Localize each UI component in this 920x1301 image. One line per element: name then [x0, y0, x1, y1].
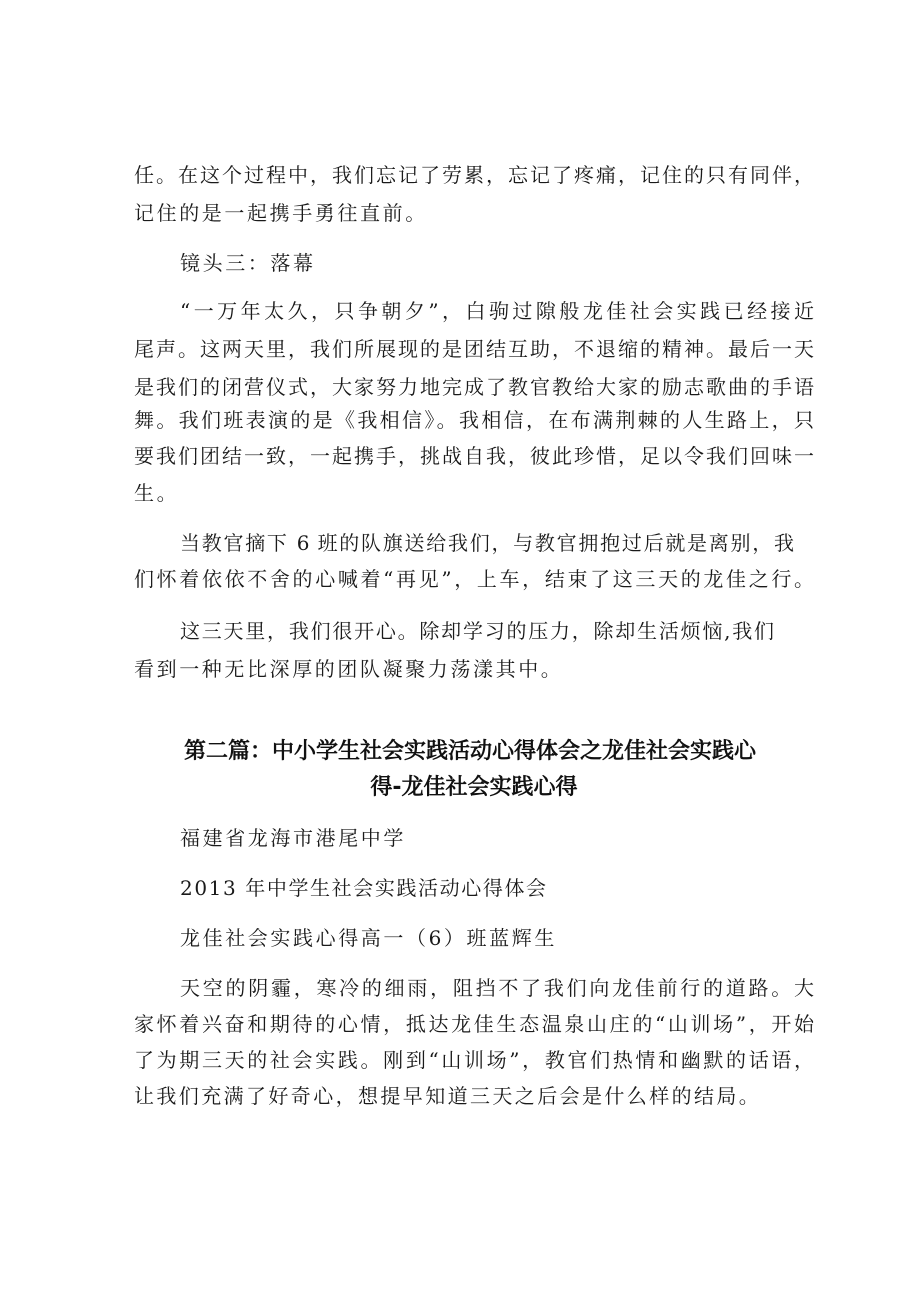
paragraph-line: 尾声。这两天里，我们所展现的是团结互助，不退缩的精神。最后一天	[134, 337, 814, 361]
author-byline: 龙佳社会实践心得高一（6）班蓝辉生	[180, 926, 557, 950]
paragraph-line: 了为期三天的社会实践。刚到“山训场”，教官们热情和幽默的话语，	[134, 1048, 814, 1072]
paragraph-line: 天空的阴霾，寒冷的细雨，阻挡不了我们向龙佳前行的道路。大	[180, 976, 814, 1000]
paragraph-line: 要我们团结一致，一起携手，挑战自我，彼此珍惜，足以令我们回味一	[134, 444, 814, 468]
chapter-title: 得-龙佳社会实践心得	[370, 775, 578, 800]
paragraph-line: 看到一种无比深厚的团队凝聚力荡漾其中。	[134, 657, 564, 681]
paragraph-line: 当教官摘下 6 班的队旗送给我们，与教官拥抱过后就是离别，我	[180, 531, 794, 555]
section-subheading: 镜头三：落幕	[180, 251, 316, 275]
paragraph-line: 记住的是一起携手勇往直前。	[134, 201, 428, 225]
report-title: 2013 年中学生社会实践活动心得体会	[180, 876, 548, 900]
paragraph-line: 们怀着依依不舍的心喊着“再见”，上车，结束了这三天的龙佳之行。	[134, 567, 814, 591]
paragraph-line: 任。在这个过程中，我们忘记了劳累，忘记了疼痛，记住的只有同伴，	[134, 163, 814, 187]
chapter-title: 第二篇：中小学生社会实践活动心得体会之龙佳社会实践心	[183, 739, 756, 764]
paragraph-line: 家怀着兴奋和期待的心情，抵达龙佳生态温泉山庄的“山训场”，开始	[134, 1012, 814, 1036]
paragraph-line: 生。	[134, 481, 180, 505]
paragraph-line: 舞。我们班表演的是《我相信》。我相信，在布满荆棘的人生路上，只	[134, 408, 814, 432]
paragraph-line: 让我们充满了好奇心，想提早知道三天之后会是什么样的结局。	[134, 1084, 762, 1108]
paragraph-line: 是我们的闭营仪式，大家努力地完成了教官教给大家的励志歌曲的手语	[134, 375, 814, 399]
school-name: 福建省龙海市港尾中学	[180, 826, 406, 850]
paragraph-line: “一万年太久，只争朝夕”，白驹过隙般龙佳社会实践已经接近	[180, 299, 814, 323]
paragraph-line: 这三天里，我们很开心。除却学习的压力，除却生活烦恼,我们	[180, 619, 774, 643]
